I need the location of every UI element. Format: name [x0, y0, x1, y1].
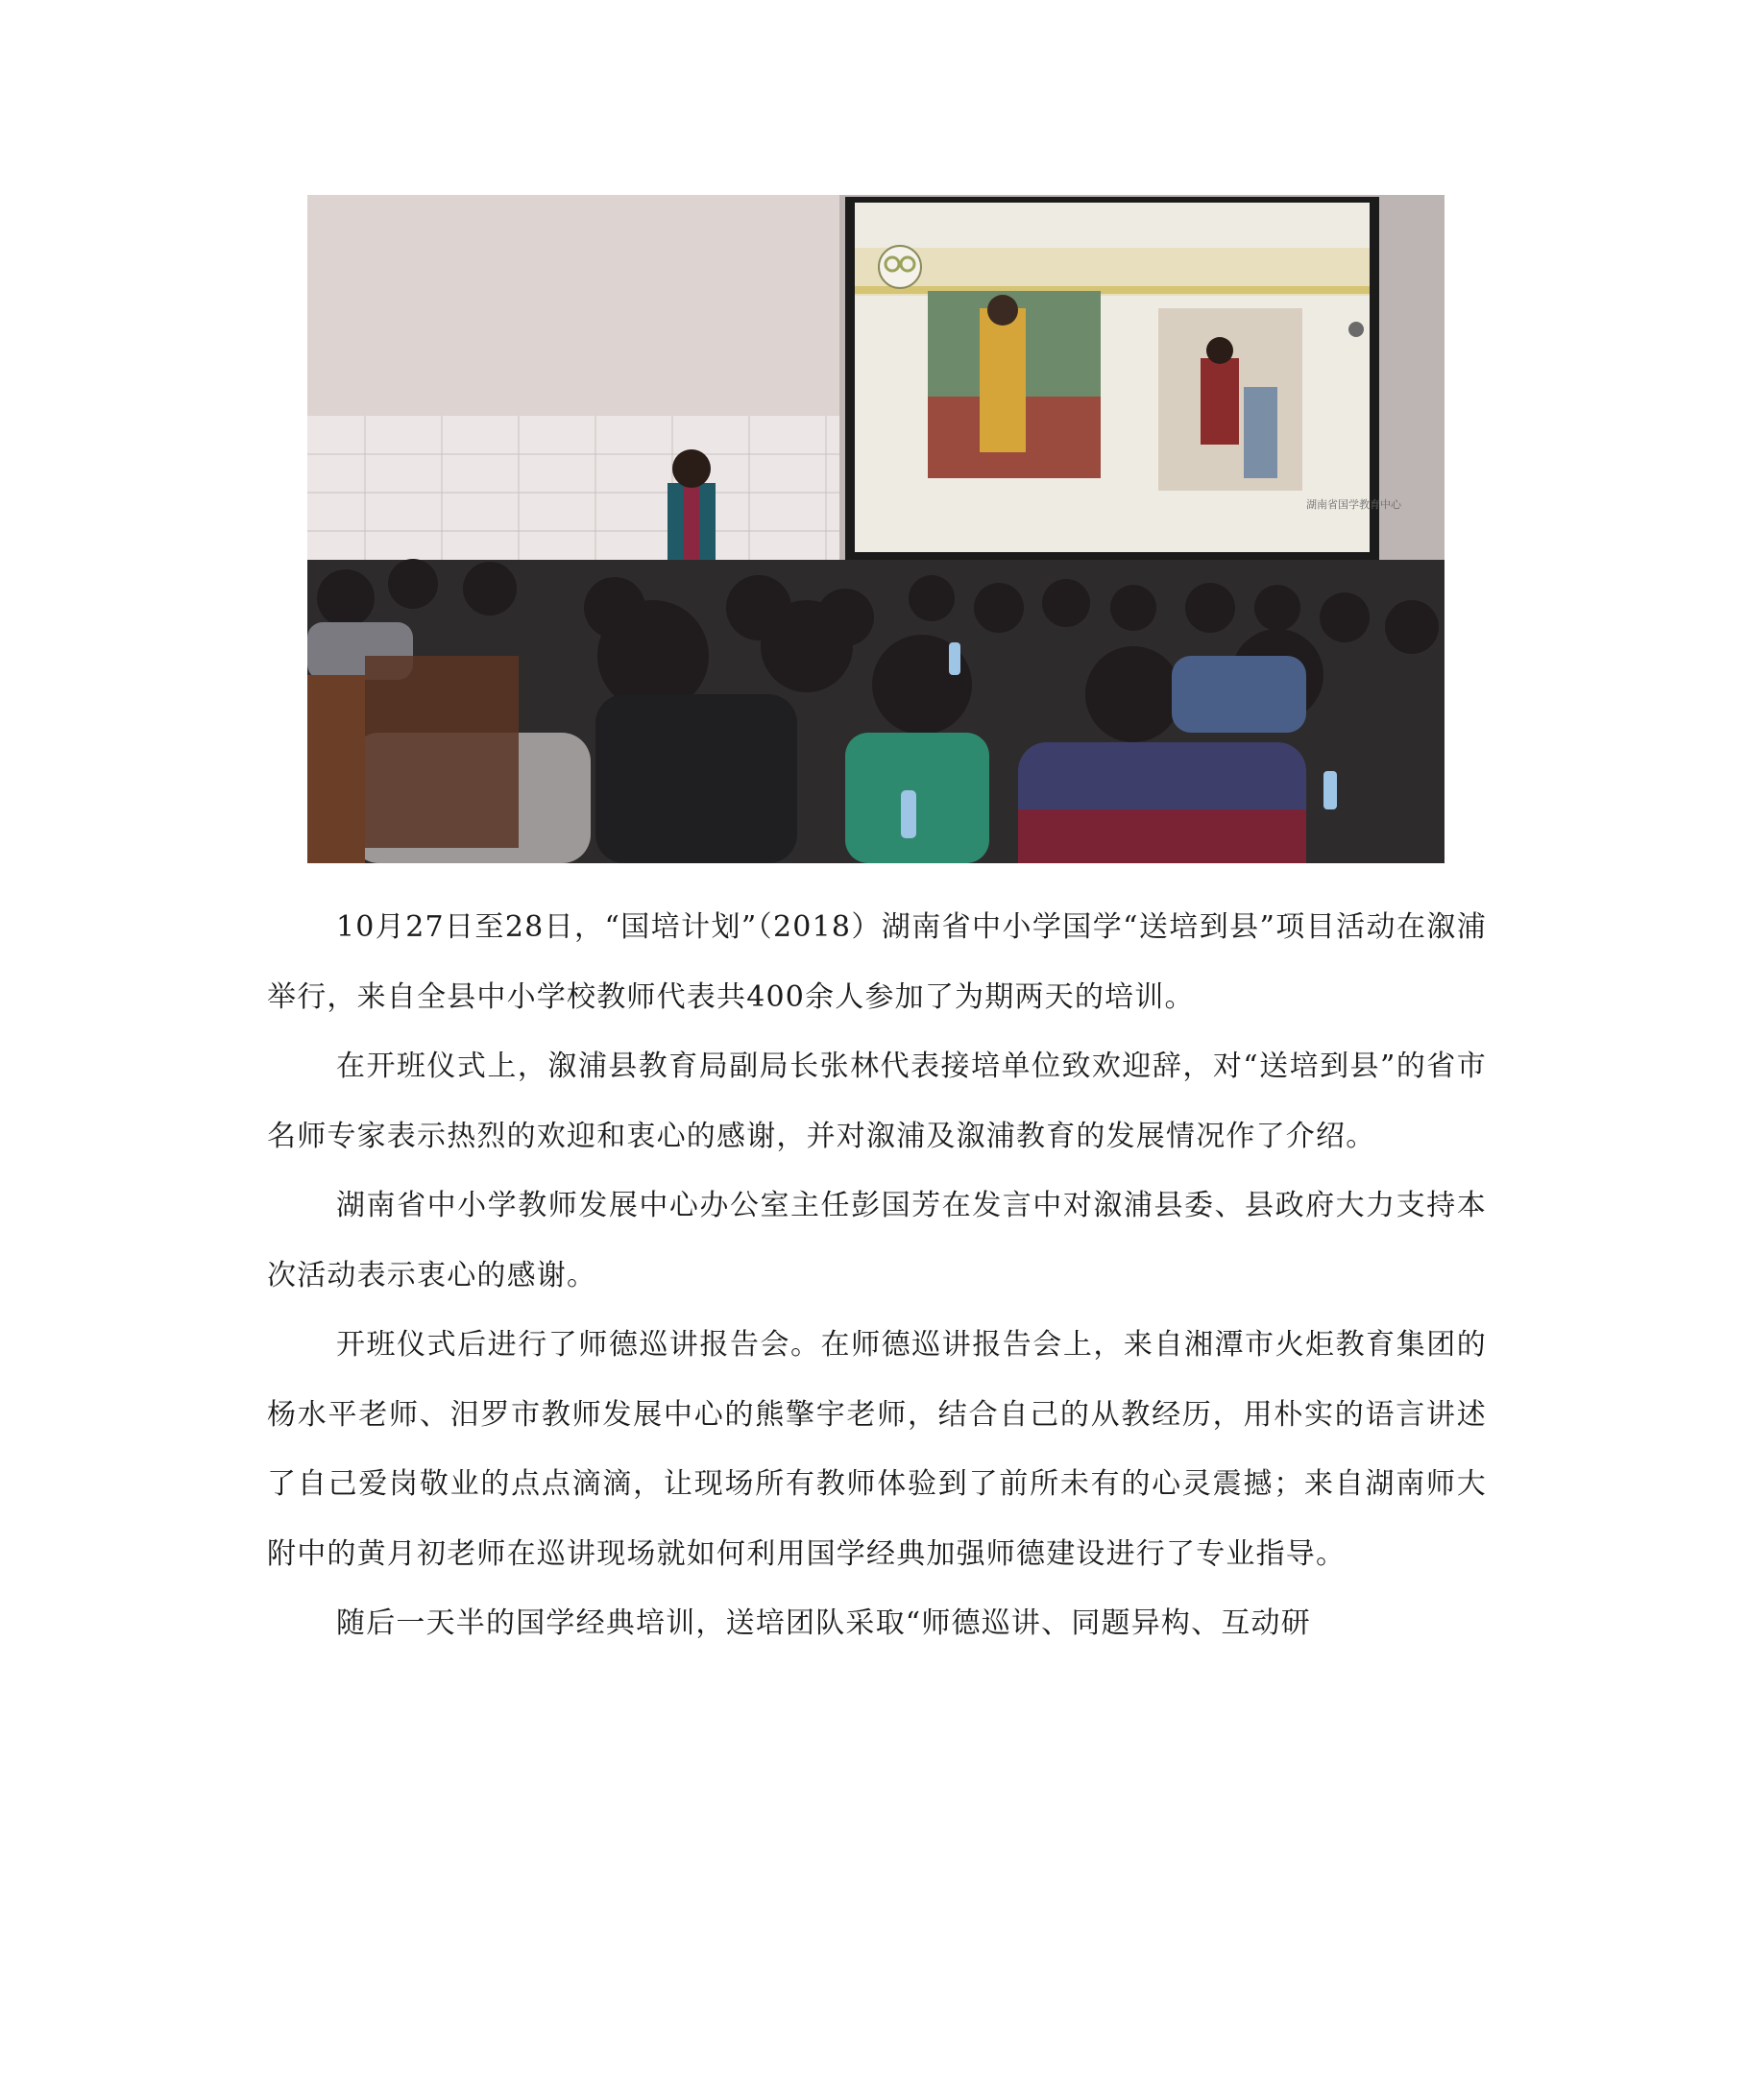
paragraph-4: 开班仪式后进行了师德巡讲报告会。在师德巡讲报告会上，来自湘潭市火炬教育集团的杨水平老师、汨罗市教师发展中心的熊擎宇老师，结合自己的从教经历，用朴实的语言讲述了自己爱岗敬业的点点滴滴，让现场所有教师体验到了前所未有的心灵震撼；来自湖南师大附中的黄月初老师在巡讲现场就如何利用国学经典加强师德建设进行了专业指导。 [267, 1328, 1487, 1571]
lecture-photo [307, 195, 1445, 863]
paragraph-1: 10月27日至28日，“国培计划”（2018）湖南省中小学国学“送培到县”项目活动在溆浦举行，来自全县中小学校教师代表共400余人参加了为期两天的培训。 [267, 910, 1487, 1014]
paragraph-3: 湖南省中小学教师发展中心办公室主任彭国芳在发言中对溆浦县委、县政府大力支持本次活动表示衷心的感谢。 [267, 1189, 1487, 1292]
svg-text:湖南省国学教育中心: 湖南省国学教育中心 [1306, 498, 1401, 511]
article-body [267, 893, 1487, 1659]
paragraph-5: 随后一天半的国学经典培训，送培团队采取“师德巡讲、同题异构、互动研 [336, 1606, 1311, 1640]
paragraph-2: 在开班仪式上，溆浦县教育局副局长张林代表接培单位致欢迎辞，对“送培到县”的省市名师专家表示热烈的欢迎和衷心的感谢，并对溆浦及溆浦教育的发展情况作了介绍。 [267, 1050, 1487, 1153]
